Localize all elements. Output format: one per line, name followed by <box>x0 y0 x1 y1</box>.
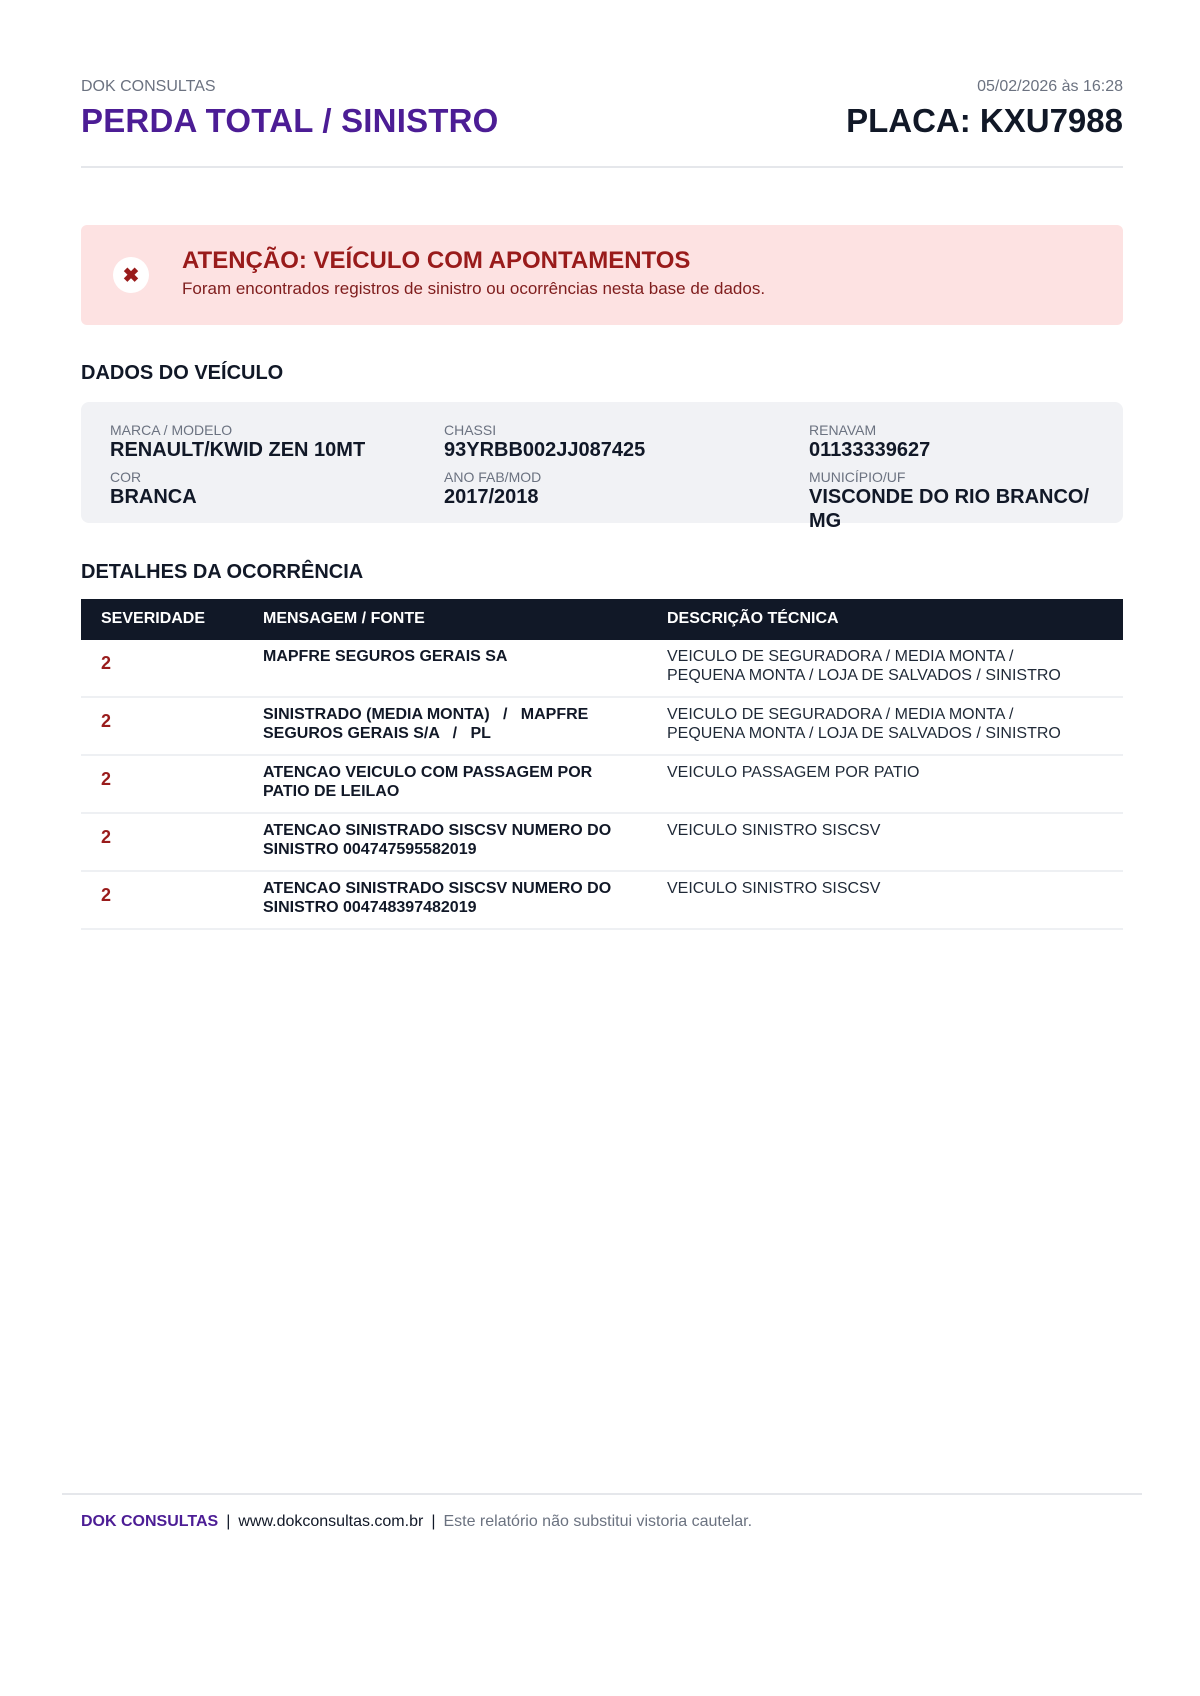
message-value: ATENCAO VEICULO COM PASSAGEM POR PATIO DE LEILAO <box>263 764 597 800</box>
field-year <box>444 469 541 509</box>
vehicle-data-card <box>81 402 1123 532</box>
column-message: MENSAGEM / FONTE <box>263 610 425 627</box>
footer-brand: DOK CONSULTAS <box>81 1513 219 1530</box>
field-value: 01133339627 <box>809 439 931 461</box>
field-label: COR <box>110 469 142 485</box>
field-value: 93YRBB002JJ087425 <box>444 439 646 461</box>
footer-website-link[interactable]: www.dokconsultas.com.br <box>238 1513 424 1530</box>
column-severity: SEVERIDADE <box>101 610 206 627</box>
field-label: MARCA / MODELO <box>110 422 233 438</box>
field-label: MUNICÍPIO/UF <box>809 469 906 485</box>
table-row <box>81 640 1123 698</box>
severity-value: 2 <box>101 653 112 673</box>
severity-value: 2 <box>101 769 112 789</box>
occurrence-section-title: DETALHES DA OCORRÊNCIA <box>81 561 364 583</box>
table-row <box>81 756 1123 814</box>
report-header <box>81 76 1123 168</box>
field-value: BRANCA <box>110 486 197 508</box>
message-value: ATENCAO SINISTRADO SISCSV NUMERO DO SINISTRO 004748397482019 <box>263 880 616 916</box>
description-value: VEICULO PASSAGEM POR PATIO <box>667 764 920 781</box>
footer-separator: | <box>226 1513 231 1530</box>
close-icon: ✖ <box>113 257 149 293</box>
field-value: VISCONDE DO RIO BRANCO/ MG <box>809 486 1090 532</box>
message-value: SINISTRADO (MEDIA MONTA) / MAPFRE SEGUROS GERAIS S/A / PL <box>263 706 593 742</box>
footer-separator: | <box>431 1513 436 1530</box>
field-city-state <box>809 469 1099 533</box>
table-header <box>81 599 1123 640</box>
report-title: PERDA TOTAL / SINISTRO <box>81 102 499 139</box>
column-description: DESCRIÇÃO TÉCNICA <box>667 610 839 627</box>
message-value: MAPFRE SEGUROS GERAIS SA <box>263 648 508 665</box>
table-row <box>81 872 1123 930</box>
report-datetime: 05/02/2026 às 16:28 <box>977 78 1123 95</box>
description-value: VEICULO DE SEGURADORA / MEDIA MONTA / PEQUENA MONTA / LOJA DE SALVADOS / SINISTRO <box>667 706 1061 742</box>
alert-banner <box>81 225 1123 325</box>
footer-line <box>81 1513 752 1531</box>
severity-value: 2 <box>101 885 112 905</box>
field-value: 2017/2018 <box>444 486 539 508</box>
alert-text: Foram encontrados registros de sinistro ou ocorrências nesta base de dados. <box>182 279 766 298</box>
table-row <box>81 698 1123 756</box>
plate-number: PLACA: KXU7988 <box>846 102 1123 139</box>
field-label: RENAVAM <box>809 422 877 438</box>
field-brand-model <box>110 422 365 462</box>
description-value: VEICULO SINISTRO SISCSV <box>667 822 881 839</box>
description-value: VEICULO DE SEGURADORA / MEDIA MONTA / PEQUENA MONTA / LOJA DE SALVADOS / SINISTRO <box>667 648 1061 684</box>
brand-name: DOK CONSULTAS <box>81 78 216 95</box>
vehicle-section-title: DADOS DO VEÍCULO <box>81 362 284 384</box>
table-row <box>81 814 1123 872</box>
footer-disclaimer: Este relatório não substitui vistoria cautelar. <box>443 1513 753 1530</box>
occurrence-table <box>81 599 1123 930</box>
field-color <box>110 469 197 509</box>
field-value: RENAULT/KWID ZEN 10MT <box>110 439 366 461</box>
message-value: ATENCAO SINISTRADO SISCSV NUMERO DO SINISTRO 004747595582019 <box>263 822 616 858</box>
description-value: VEICULO SINISTRO SISCSV <box>667 880 881 897</box>
field-label: CHASSI <box>444 422 497 438</box>
field-chassis <box>444 422 645 462</box>
field-label: ANO FAB/MOD <box>444 469 542 485</box>
report-footer <box>62 1493 1142 1530</box>
alert-title: ATENÇÃO: VEÍCULO COM APONTAMENTOS <box>182 247 691 274</box>
field-renavam <box>809 422 930 462</box>
severity-value: 2 <box>101 827 112 847</box>
severity-value: 2 <box>101 711 112 731</box>
